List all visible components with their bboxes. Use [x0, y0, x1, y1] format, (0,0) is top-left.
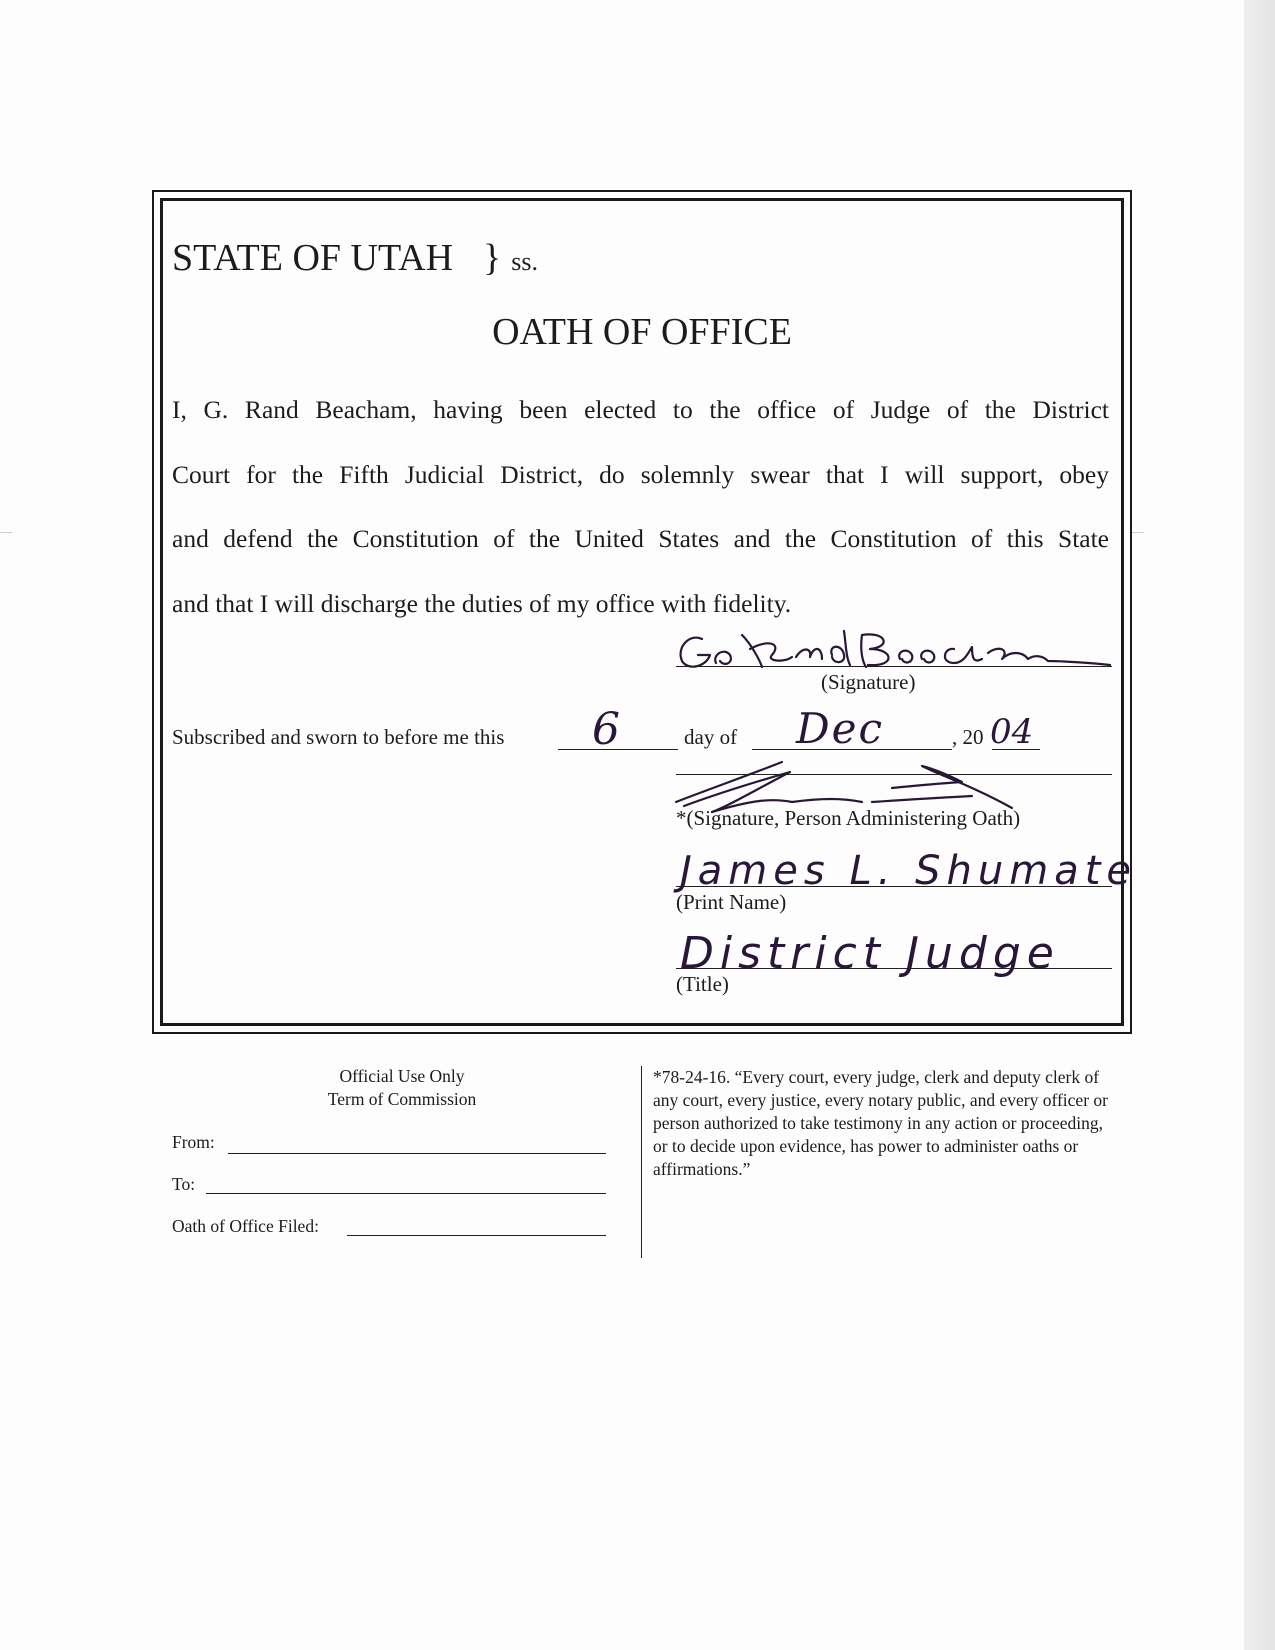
state-venue	[172, 236, 538, 280]
title-value: District Judge	[680, 928, 1060, 979]
oath-line: I, G. Rand Beacham, having been elected to the office of Judge of the District	[172, 395, 1109, 424]
print-name-value: James L. Shumate	[680, 848, 1138, 894]
from-field-line	[228, 1153, 606, 1154]
administering-caption: *(Signature, Person Administering Oath)	[676, 806, 1021, 830]
year-value: 04	[990, 712, 1034, 752]
year-prefix: , 20	[952, 725, 984, 749]
scanner-page-edge	[1244, 0, 1275, 1650]
statute-note: *78-24-16. “Every court, every judge, clerk and deputy clerk of any court, every justice, every notary public, and every officer or person authorized to take testimony in any action or proceeding, or to decide upon evidence, has power to administer oaths or affirmations.”	[653, 1067, 1108, 1179]
print-name-caption: (Print Name)	[676, 890, 787, 914]
month-value: Dec	[796, 704, 885, 753]
oath-line: and defend the Constitution of the United States and the Constitution of this State	[172, 524, 1109, 553]
signature-line	[676, 666, 1112, 667]
venue-ss: ss.	[511, 247, 539, 276]
oath-filed-field-line	[347, 1235, 606, 1236]
sworn-statement: Subscribed and sworn to before me this	[172, 725, 505, 749]
title-line	[676, 968, 1112, 969]
from-label: From:	[172, 1132, 215, 1152]
state-name: STATE OF UTAH	[172, 237, 454, 279]
oath-paragraph	[172, 378, 1109, 636]
scan-artifact	[1130, 532, 1144, 533]
to-label: To:	[172, 1174, 196, 1194]
oath-filed-label: Oath of Office Filed:	[172, 1216, 319, 1236]
print-name-line	[676, 886, 1112, 887]
signature-caption: (Signature)	[821, 670, 916, 694]
venue-brace: }	[483, 237, 502, 279]
day-value: 6	[592, 704, 620, 755]
document-title: OATH OF OFFICE	[492, 311, 792, 353]
term-of-commission-heading: Term of Commission	[327, 1089, 477, 1109]
title-caption: (Title)	[676, 972, 729, 996]
oath-line: and that I will discharge the duties of my office with fidelity.	[172, 588, 792, 618]
to-field-line	[206, 1193, 606, 1194]
day-of-label: day of	[684, 725, 738, 749]
oath-line: Court for the Fifth Judicial District, do solemnly swear that I will support, obey	[172, 459, 1109, 489]
scan-artifact	[0, 532, 12, 533]
official-use-heading: Official Use Only	[339, 1066, 465, 1086]
oath-taker-signature	[672, 625, 1112, 675]
administering-line	[676, 774, 1112, 775]
section-divider	[641, 1066, 642, 1258]
